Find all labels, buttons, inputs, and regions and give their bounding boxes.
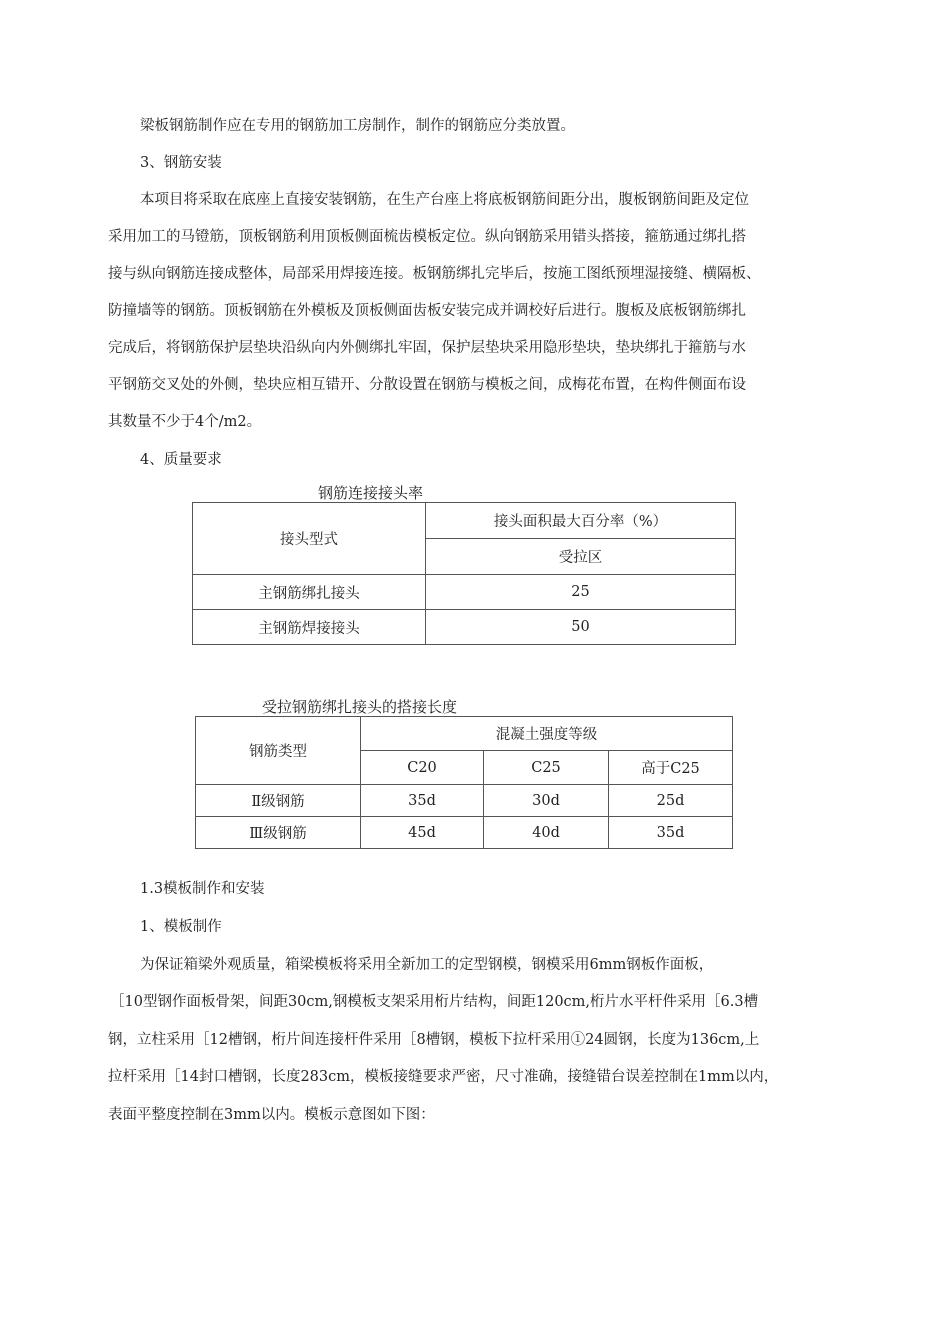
table1-header-percent: 接头面积最大百分率（%）	[426, 503, 736, 539]
install-line-2: 采用加工的马镫筋，顶板钢筋利用顶板侧面梳齿模板定位。纵向钢筋采用错头搭接，箍筋通过绑扎搭	[108, 229, 746, 245]
table1-row1-type: 主钢筋绑扎接头	[193, 575, 426, 610]
table2-row2-type: Ⅲ级钢筋	[196, 817, 361, 849]
table2-row2-c20: 45d	[361, 817, 484, 849]
table2-subheader-above-c25: 高于C25	[609, 751, 733, 785]
joint-rate-table	[192, 502, 736, 645]
install-line-6: 平钢筋交叉处的外侧，垫块应相互错开、分散设置在钢筋与模板之间，成梅花布置，在构件侧面布设	[108, 377, 746, 393]
table1-subheader-tension: 受拉区	[426, 539, 736, 575]
install-line-4: 防撞墙等的钢筋。顶板钢筋在外模板及顶板侧面齿板安装完成并调校好后进行。腹板及底板钢筋绑扎	[108, 303, 746, 319]
table2-header-concrete-grade: 混凝土强度等级	[361, 717, 733, 751]
heading-formwork: 1.3模板制作和安装	[140, 881, 265, 897]
intro-paragraph: 梁板钢筋制作应在专用的钢筋加工房制作，制作的钢筋应分类放置。	[140, 118, 575, 134]
table2-row2-above-c25: 35d	[609, 817, 733, 849]
formwork-line-4: 拉杆采用［14封口槽钢，长度283cm，模板接缝要求严密，尺寸准确，接缝错台误差控制在1mm以内，	[108, 1069, 779, 1085]
table-row	[193, 575, 736, 610]
table2-row2-c25: 40d	[484, 817, 609, 849]
table2-row1-c20: 35d	[361, 785, 484, 817]
table1-row1-value: 25	[426, 575, 736, 610]
table2-caption: 受拉钢筋绑扎接头的搭接长度	[262, 698, 458, 716]
install-line-3: 接与纵向钢筋连接成整体，局部采用焊接连接。板钢筋绑扎完毕后，按施工图纸预埋湿接缝、横隔板、	[108, 266, 761, 282]
table-row	[196, 817, 733, 849]
formwork-line-3: 钢，立柱采用［12槽钢，桁片间连接杆件采用［8槽钢，模板下拉杆采用①24圆钢，长度为136cm,上	[108, 1032, 760, 1048]
table2-subheader-c25: C25	[484, 751, 609, 785]
table-row	[193, 610, 736, 645]
table-row	[196, 785, 733, 817]
table2-row1-above-c25: 25d	[609, 785, 733, 817]
table1-row2-value: 50	[426, 610, 736, 645]
table2-header-type: 钢筋类型	[196, 717, 361, 785]
table2-row1-c25: 30d	[484, 785, 609, 817]
install-line-5: 完成后，将钢筋保护层垫块沿纵向内外侧绑扎牢固，保护层垫块采用隐形垫块，垫块绑扎于箍筋与水	[108, 340, 746, 356]
formwork-line-1: 为保证箱梁外观质量，箱梁模板将采用全新加工的定型钢模，钢模采用6mm钢板作面板，	[140, 957, 714, 973]
heading-formwork-make: 1、模板制作	[140, 919, 222, 935]
table2-row1-type: Ⅱ级钢筋	[196, 785, 361, 817]
formwork-line-5: 表面平整度控制在3mm以内。模板示意图如下图：	[108, 1107, 435, 1123]
heading-rebar-install: 3、钢筋安装	[140, 155, 222, 171]
table1-caption: 钢筋连接接头率	[318, 484, 424, 502]
heading-quality: 4、质量要求	[140, 452, 222, 468]
lap-length-table	[195, 716, 733, 849]
formwork-line-2: ［10型钢作面板骨架，间距30cm,钢模板支架采用桁片结构，间距120cm,桁片水平杆件采用［6.3槽	[110, 994, 759, 1010]
install-line-7: 其数量不少于4个/m2。	[108, 414, 262, 430]
install-line-1: 本项目将采取在底座上直接安装钢筋，在生产台座上将底板钢筋间距分出，腹板钢筋间距及定位	[140, 192, 749, 208]
table2-subheader-c20: C20	[361, 751, 484, 785]
table1-row2-type: 主钢筋焊接接头	[193, 610, 426, 645]
table1-header-type: 接头型式	[193, 503, 426, 575]
